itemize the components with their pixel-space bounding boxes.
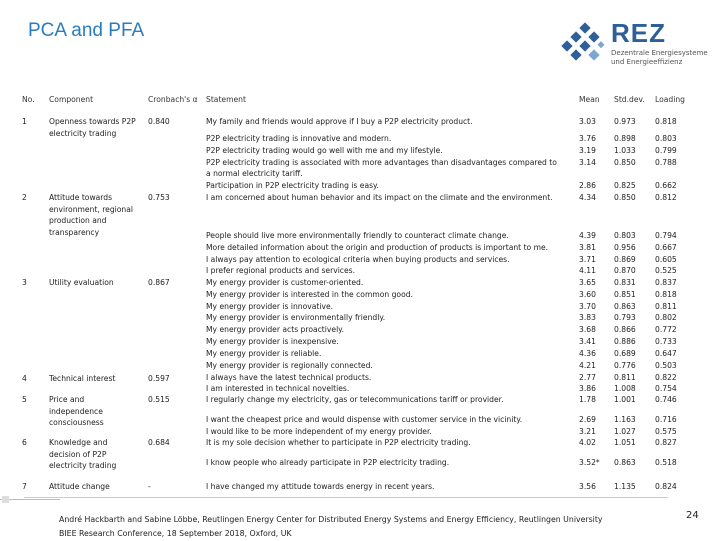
slide-title: PCA and PFA — [28, 20, 145, 41]
component-name: Attitude change — [49, 482, 110, 491]
statement-sd: 1.163 — [614, 415, 636, 424]
statement-mean: 3.41 — [579, 337, 596, 346]
statement-loading: 0.667 — [655, 243, 677, 252]
statement-loading: 0.605 — [655, 255, 677, 264]
statement-text: I always pay attention to ecological criteria when buying products and services. — [206, 255, 510, 264]
footer-conference: BIEE Research Conference, 18 September 2018, Oxford, UK — [59, 529, 292, 538]
component-no: 6 — [22, 438, 27, 447]
statement-sd: 0.850 — [614, 158, 636, 167]
statement-mean: 3.56 — [579, 482, 596, 491]
statement-sd: 0.811 — [614, 373, 636, 382]
statement-mean: 3.21 — [579, 427, 596, 436]
statement-text: P2P electricity trading is associated with more advantages than disadvantages compared to — [206, 158, 557, 167]
header-loading: Loading — [655, 95, 685, 104]
component-no: 7 — [22, 482, 27, 491]
statement-sd: 0.870 — [614, 266, 636, 275]
statement-loading: 0.788 — [655, 158, 677, 167]
footer — [59, 513, 603, 541]
statement-loading: 0.518 — [655, 458, 677, 467]
component-alpha: - — [148, 482, 151, 491]
statement-mean: 3.19 — [579, 146, 596, 155]
statement-text: I am interested in technical novelties. — [206, 384, 350, 393]
statement-loading: 0.802 — [655, 313, 677, 322]
statement-mean: 3.71 — [579, 255, 596, 264]
statement-loading: 0.818 — [655, 117, 677, 126]
statement-text: P2P electricity trading would go well with me and my lifestyle. — [206, 146, 443, 155]
statement-loading: 0.803 — [655, 134, 677, 143]
statement-sd: 0.863 — [614, 458, 636, 467]
header-mean: Mean — [579, 95, 600, 104]
statement-text: I am concerned about human behavior and its impact on the climate and the environment. — [206, 193, 553, 202]
statement-loading: 0.772 — [655, 325, 677, 334]
component-name: Price and independence consciousness — [49, 395, 104, 428]
statement-loading: 0.794 — [655, 231, 677, 240]
statement-loading: 0.525 — [655, 266, 677, 275]
page-number: 24 — [686, 510, 699, 521]
statement-sd: 0.851 — [614, 290, 636, 299]
statement-mean: 3.70 — [579, 302, 596, 311]
statement-loading: 0.662 — [655, 181, 677, 190]
statement-sd: 0.689 — [614, 349, 636, 358]
logo-subtitle-line-1: Dezentrale Energiesysteme — [611, 49, 708, 57]
statement-sd: 0.973 — [614, 117, 636, 126]
statement-sd: 0.793 — [614, 313, 636, 322]
statement-text: My family and friends would approve if I buy a P2P electricity product. — [206, 117, 473, 126]
header-stddev: Std.dev. — [614, 95, 645, 104]
statement-sd: 0.850 — [614, 193, 636, 202]
rez-logo-icon — [561, 22, 605, 66]
statement-loading: 0.754 — [655, 384, 677, 393]
footer-decoration — [0, 493, 60, 507]
statement-loading: 0.733 — [655, 337, 677, 346]
statement-sd: 0.776 — [614, 361, 636, 370]
component-name: Technical interest — [49, 374, 116, 383]
statement-text: I want the cheapest price and would dispense with customer service in the vicinity. — [206, 415, 523, 424]
statement-text: I have changed my attitude towards energy in recent years. — [206, 482, 435, 491]
statement-mean: 4.36 — [579, 349, 596, 358]
statement-loading: 0.818 — [655, 290, 677, 299]
logo-subtitle-line-2: und Energieeffizienz — [611, 58, 683, 66]
statement-sd: 0.898 — [614, 134, 636, 143]
component-name: Attitude towards environment, regional production and transparency — [49, 193, 133, 237]
statement-text: My energy provider is reliable. — [206, 349, 322, 358]
statement-mean: 4.21 — [579, 361, 596, 370]
statement-loading: 0.812 — [655, 193, 677, 202]
statement-mean: 2.86 — [579, 181, 596, 190]
statement-loading: 0.503 — [655, 361, 677, 370]
statement-mean: 4.34 — [579, 193, 596, 202]
component-alpha: 0.867 — [148, 278, 170, 287]
statement-loading: 0.827 — [655, 438, 677, 447]
component-no: 1 — [22, 117, 27, 126]
statement-loading: 0.716 — [655, 415, 677, 424]
statement-text: My energy provider acts proactively. — [206, 325, 344, 334]
component-no: 4 — [22, 374, 27, 383]
component-alpha: 0.684 — [148, 438, 170, 447]
component-no: 2 — [22, 193, 27, 202]
component-name: Utility evaluation — [49, 278, 114, 287]
statement-sd: 1.033 — [614, 146, 636, 155]
statement-text: I always have the latest technical products. — [206, 373, 372, 382]
statement-mean: 3.76 — [579, 134, 596, 143]
statement-mean: 4.11 — [579, 266, 596, 275]
header-cronbach: Cronbach's α — [148, 95, 198, 104]
statement-text: More detailed information about the origin and production of products is important to me. — [206, 243, 549, 252]
statement-mean: 3.60 — [579, 290, 596, 299]
statement-mean: 2.77 — [579, 373, 596, 382]
statement-loading: 0.811 — [655, 302, 677, 311]
statement-sd: 0.831 — [614, 278, 636, 287]
logo-name: REZ — [611, 18, 666, 48]
statement-sd: 0.803 — [614, 231, 636, 240]
header-component: Component — [49, 95, 94, 104]
statement-sd: 0.869 — [614, 255, 636, 264]
statement-text: I know people who already participate in P2P electricity trading. — [206, 458, 450, 467]
statement-mean: 3.65 — [579, 278, 596, 287]
statement-text: My energy provider is innovative. — [206, 302, 334, 311]
statement-sd: 1.051 — [614, 438, 636, 447]
statement-mean: 1.78 — [579, 395, 596, 404]
footer-divider — [24, 497, 668, 498]
statement-mean: 2.69 — [579, 415, 596, 424]
statement-sd: 0.956 — [614, 243, 636, 252]
statement-mean: 3.03 — [579, 117, 596, 126]
statement-sd: 0.825 — [614, 181, 636, 190]
statement-loading: 0.575 — [655, 427, 677, 436]
component-name: Openness towards P2P electricity trading — [49, 117, 136, 138]
statement-text: I prefer regional products and services. — [206, 266, 356, 275]
header-statement: Statement — [206, 95, 246, 104]
statement-text: I would like to be more independent of my energy provider. — [206, 427, 432, 436]
statement-sd: 0.863 — [614, 302, 636, 311]
statement-text: Participation in P2P electricity trading is easy. — [206, 181, 379, 190]
statement-text-continued: a normal electricity tariff. — [206, 169, 303, 178]
statement-mean: 3.83 — [579, 313, 596, 322]
statement-sd: 0.866 — [614, 325, 636, 334]
header-no: No. — [22, 95, 35, 104]
logo-subtitle — [611, 49, 708, 67]
statement-loading: 0.822 — [655, 373, 677, 382]
component-no: 3 — [22, 278, 27, 287]
statement-mean: 4.02 — [579, 438, 596, 447]
statement-loading: 0.824 — [655, 482, 677, 491]
statement-text: My energy provider is regionally connected. — [206, 361, 373, 370]
statement-mean: 3.52* — [579, 458, 600, 467]
statement-text: P2P electricity trading is innovative and modern. — [206, 134, 392, 143]
statement-sd: 0.886 — [614, 337, 636, 346]
statement-loading: 0.799 — [655, 146, 677, 155]
statement-sd: 1.135 — [614, 482, 636, 491]
component-no: 5 — [22, 395, 27, 404]
statement-loading: 0.837 — [655, 278, 677, 287]
statement-text: My energy provider is inexpensive. — [206, 337, 339, 346]
component-alpha: 0.840 — [148, 117, 170, 126]
statement-loading: 0.647 — [655, 349, 677, 358]
statement-text: My energy provider is interested in the common good. — [206, 290, 413, 299]
statement-mean: 3.81 — [579, 243, 596, 252]
statement-text: People should live more environmentally friendly to counteract climate change. — [206, 231, 509, 240]
statement-sd: 1.001 — [614, 395, 636, 404]
statement-sd: 1.027 — [614, 427, 636, 436]
component-alpha: 0.597 — [148, 374, 170, 383]
statement-text: It is my sole decision whether to participate in P2P electricity trading. — [206, 438, 471, 447]
statement-mean: 3.86 — [579, 384, 596, 393]
statement-mean: 3.14 — [579, 158, 596, 167]
statement-loading: 0.746 — [655, 395, 677, 404]
component-name: Knowledge and decision of P2P electricity trading — [49, 438, 117, 471]
statement-mean: 4.39 — [579, 231, 596, 240]
statement-text: My energy provider is customer-oriented. — [206, 278, 364, 287]
statement-sd: 1.008 — [614, 384, 636, 393]
statement-mean: 3.68 — [579, 325, 596, 334]
footer-authors: André Hackbarth and Sabine Löbbe, Reutlingen Energy Center for Distributed Energy Systems and Energy Efficiency, Reutlingen University — [59, 515, 603, 524]
component-alpha: 0.753 — [148, 193, 170, 202]
rez-logo — [561, 18, 711, 72]
statement-text: My energy provider is environmentally friendly. — [206, 313, 386, 322]
component-alpha: 0.515 — [148, 395, 170, 404]
statement-text: I regularly change my electricity, gas or telecommunications tariff or provider. — [206, 395, 504, 404]
